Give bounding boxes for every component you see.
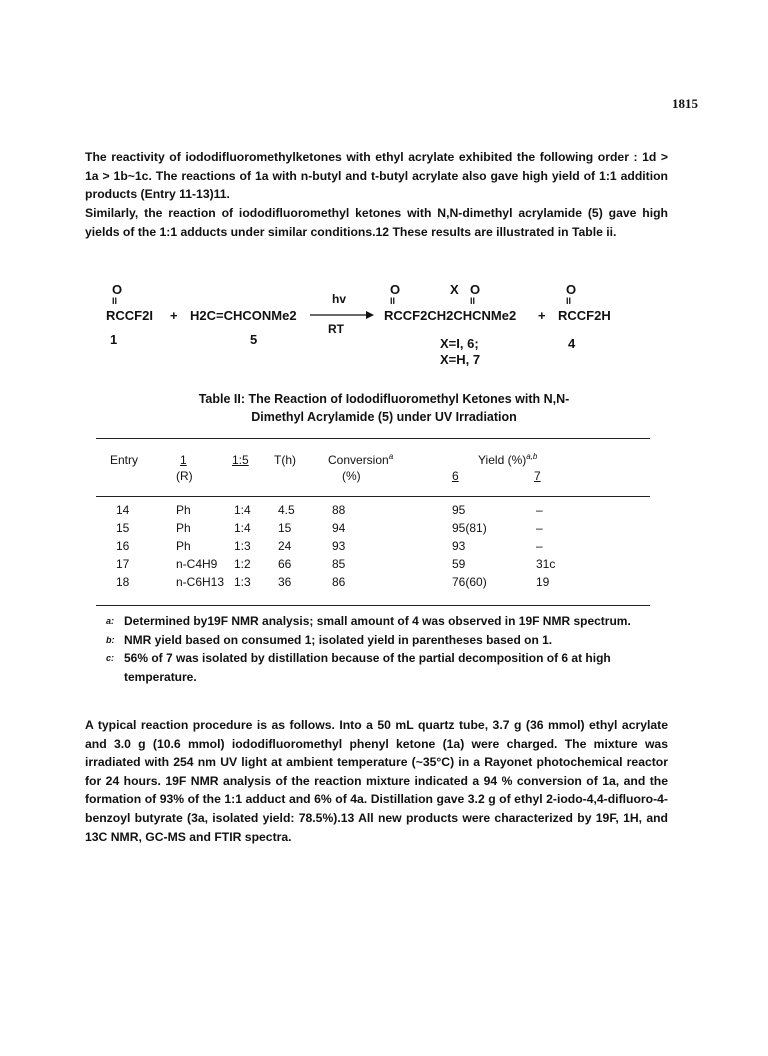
page-number: 1815 xyxy=(672,96,698,111)
double-bond-1: II xyxy=(112,296,118,306)
plus-1: + xyxy=(170,308,178,323)
paragraph-reactivity: The reactivity of iododifluoromethylketones with ethyl acrylate exhibited the following order : 1d > 1a > 1b~1c. The reactions of 1a with n-butyl and t-butyl acrylate also gave high yield of 1:1 addition products (Entry 11-13)11. xyxy=(85,150,668,202)
carbonyl-o-2: O xyxy=(390,282,401,297)
table-top-rule xyxy=(96,438,650,439)
cell-time: 36 xyxy=(278,575,292,589)
cell-conversion: 93 xyxy=(332,539,346,553)
header-conversion-label: Conversion xyxy=(328,453,389,467)
table-caption-line2: Dimethyl Acrylamide (5) under UV Irradiation xyxy=(251,410,517,424)
condition-rt: RT xyxy=(328,322,344,336)
header-yield-mark: a,b xyxy=(526,452,538,461)
cell-time: 15 xyxy=(278,521,292,535)
cell-r: Ph xyxy=(176,503,191,517)
footnote-b xyxy=(96,631,656,650)
footnote-c xyxy=(96,649,656,686)
cell-entry: 16 xyxy=(116,539,130,553)
paragraph-acrylamide: Similarly, the reaction of iododifluoromethyl ketones with N,N-dimethyl acrylamide (5) gave high yields of the 1:1 adducts under similar conditions.12 These results are illustrated in Table ii. xyxy=(85,206,668,239)
header-product-6: 6 xyxy=(452,469,459,483)
cell-ratio: 1:2 xyxy=(234,557,251,571)
cell-time: 4.5 xyxy=(278,503,295,517)
header-time: T(h) xyxy=(274,453,296,467)
footnote-mark: a: xyxy=(106,616,115,626)
reaction-scheme xyxy=(100,282,700,372)
header-ratio: 1:5 xyxy=(232,453,249,467)
footnote-mark: c: xyxy=(106,653,115,663)
cell-ratio: 1:3 xyxy=(234,575,251,589)
cell-conversion: 86 xyxy=(332,575,346,589)
footnote-a xyxy=(96,612,656,631)
header-conversion-mark: a xyxy=(388,452,394,461)
header-entry: Entry xyxy=(110,453,139,467)
header-ketone-sub: (R) xyxy=(176,469,193,483)
carbonyl-o-4: O xyxy=(566,282,577,297)
double-bond-3: II xyxy=(470,296,476,306)
cell-entry: 14 xyxy=(116,503,130,517)
table-caption xyxy=(100,390,668,426)
cell-yield-7: – xyxy=(536,521,543,535)
cell-r: n-C4H9 xyxy=(176,557,218,571)
compound-label-1: 1 xyxy=(110,332,118,347)
product: RCCF2CH2CHCNMe2 xyxy=(384,308,517,323)
cell-r: Ph xyxy=(176,539,191,553)
footnote-text: Determined by19F NMR analysis; small amount of 4 was observed in 19F NMR spectrum. xyxy=(124,614,631,628)
table-caption-line1: Table II: The Reaction of Iododifluoromethyl Ketones with N,N- xyxy=(198,392,570,406)
compound-label-4: 4 xyxy=(568,336,576,351)
cell-entry: 17 xyxy=(116,557,130,571)
cell-ratio: 1:4 xyxy=(234,503,251,517)
header-conversion xyxy=(328,453,393,467)
cell-time: 66 xyxy=(278,557,292,571)
cell-entry: 15 xyxy=(116,521,130,535)
cell-yield-6: 76(60) xyxy=(452,575,487,589)
condition-hv: hv xyxy=(332,292,347,306)
compound-label-7: X=H, 7 xyxy=(440,352,481,367)
compound-label-6: X=I, 6; xyxy=(440,336,479,351)
header-product-7: 7 xyxy=(534,469,541,483)
compound-label-5: 5 xyxy=(250,332,258,347)
header-yield-label: Yield (%) xyxy=(478,453,527,467)
cell-yield-7: – xyxy=(536,503,543,517)
plus-2: + xyxy=(538,308,546,323)
header-conversion-sub: (%) xyxy=(342,469,361,483)
cell-conversion: 85 xyxy=(332,557,346,571)
cell-yield-6: 95(81) xyxy=(452,521,487,535)
x-substituent: X xyxy=(450,282,459,297)
header-ketone: 1 xyxy=(180,453,187,467)
cell-r: n-C6H13 xyxy=(176,575,225,589)
cell-ratio: 1:3 xyxy=(234,539,251,553)
cell-yield-6: 93 xyxy=(452,539,466,553)
cell-conversion: 94 xyxy=(332,521,346,535)
reactant-1: RCCF2I xyxy=(106,308,153,323)
cell-r: Ph xyxy=(176,521,191,535)
double-bond-4: II xyxy=(566,296,572,306)
reaction-arrow xyxy=(310,310,374,320)
footnote-text: 56% of 7 was isolated by distillation because of the partial decomposition of 6 at high temperature. xyxy=(124,651,611,684)
footnote-text: NMR yield based on consumed 1; isolated yield in parentheses based on 1. xyxy=(124,632,553,647)
cell-conversion: 88 xyxy=(332,503,346,517)
cell-time: 24 xyxy=(278,539,292,553)
carbonyl-o-1: O xyxy=(112,282,123,297)
double-bond-2: II xyxy=(390,296,396,306)
footnote-mark: b: xyxy=(106,634,115,645)
cell-ratio: 1:4 xyxy=(234,521,251,535)
table-footnotes xyxy=(96,612,656,686)
paragraph-procedure: A typical reaction procedure is as follows. Into a 50 mL quartz tube, 3.7 g (36 mmol) ethyl acrylate and 3.0 g (10.6 mmol) iododifluoromethyl phenyl ketone (1a) were charged. The mixture was irradiated with 254 nm UV light at ambient temperature (~35°C) in a Rayonet photochemical reactor for 24 hours. 19F NMR analysis of the reaction mixture indicated a 94 % conversion of 1a, and the formation of 93% of the 1:1 adduct and 6% of 4a. Distillation gave 3.2 g of ethyl 2-iodo-4,4-difluoro-4-benzoyl butyrate (3a, isolated yield: 78.5%).13 All new products were characterized by 19F, 1H, and 13C NMR, GC-MS and FTIR spectra. xyxy=(85,718,668,844)
cell-yield-6: 59 xyxy=(452,557,466,571)
table-bottom-rule xyxy=(96,605,650,606)
carbonyl-o-3: O xyxy=(470,282,481,297)
cell-yield-7: 19 xyxy=(536,575,550,589)
byproduct: RCCF2H xyxy=(558,308,611,323)
table-header-rule xyxy=(96,496,650,497)
cell-entry: 18 xyxy=(116,575,130,589)
cell-yield-6: 95 xyxy=(452,503,466,517)
cell-yield-7: 31c xyxy=(536,557,556,571)
cell-yield-7: – xyxy=(536,539,543,553)
header-yield xyxy=(478,453,537,467)
reactant-2: H2C=CHCONMe2 xyxy=(190,308,297,323)
